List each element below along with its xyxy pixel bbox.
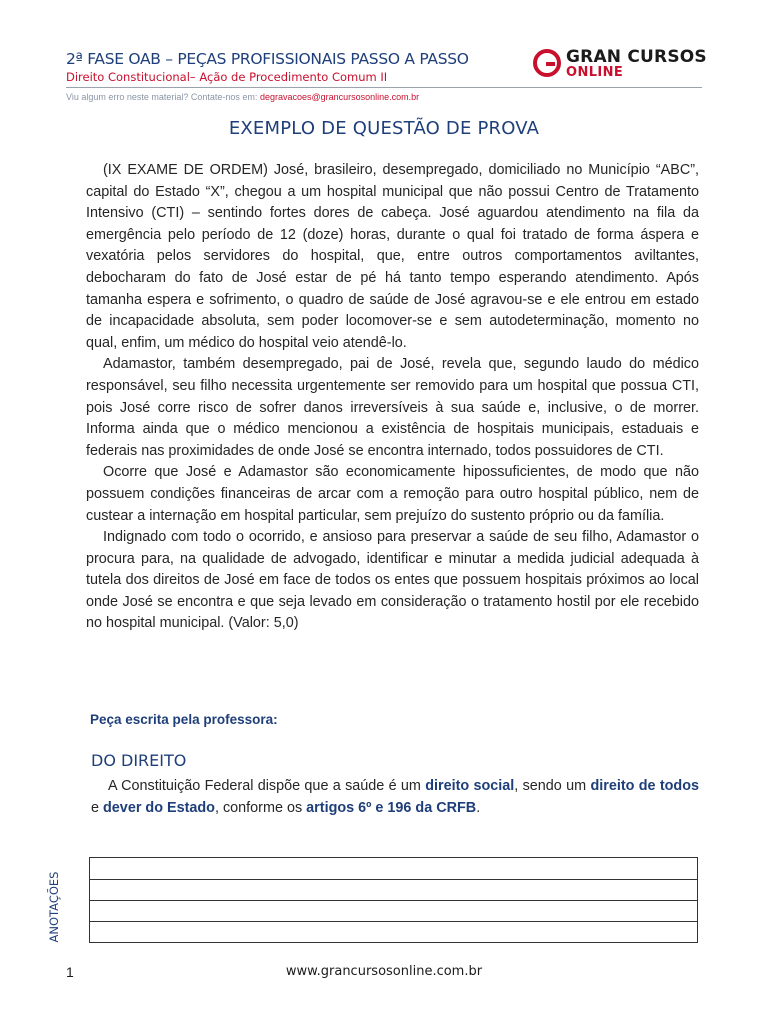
page-title: EXEMPLO DE QUESTÃO DE PROVA [228,118,540,139]
gran-cursos-logo [533,47,707,85]
question-text [86,160,699,635]
page-number: 1 [66,964,74,980]
question-paragraph: Ocorre que José e Adamastor são economicamente hipossuficientes, de modo que não possuem condições financeiras de arcar com a remoção para outro hospital público, nem de custear a internação em hospital particular, sem prejuízo do sustento próprio ou da família. [86,464,699,524]
contact-line [66,92,419,102]
header-title: 2ª FASE OAB – PEÇAS PROFISSIONAIS PASSO A PASSO [66,50,469,68]
direito-highlight: dever do Estado [103,799,215,816]
notes-box [89,857,698,943]
direito-highlight: direito de todos [590,778,699,794]
question-paragraph: Indignado com todo o ocorrido, e ansioso para preservar a saúde de seu filho, Adamastor o procura para, na qualidade de advogado, identificar e minutar a medida judicial adequada à tutela dos direitos de José em face de todos os entes que possuem hospitais próximos ao local onde José se encontra e que seja levado em consideração o tratamento hostil por ele recebido no hospital municipal. (Valor: 5,0) [86,529,699,632]
footer-url[interactable]: www.grancursosonline.com.br [285,964,483,979]
direito-text-run: A Constituição Federal dispõe que a saúde é um [108,778,426,794]
section-heading: DO DIREITO [91,751,187,770]
direito-text-run: . [476,799,481,816]
direito-highlight: artigos 6º e 196 da CRFB [306,799,477,816]
contact-prefix: Viu algum erro neste material? Contate-nos em: [66,92,260,102]
notes-line [90,879,697,880]
logo-text-line1: GRAN CURSOS [566,47,707,67]
direito-highlight: direito social [425,778,515,794]
peca-label: Peça escrita pela professora: [90,712,278,727]
question-paragraph: Adamastor, também desempregado, pai de José, revela que, segundo laudo do médico responsável, seu filho necessita urgentemente ser removido para um hospital que possua CTI, pois José corre risco de sofrer danos irreversíveis à sua saúde e, inclusive, o de morrer. Informa ainda que o médico mencionou a existência de hospitais municipais, estaduais e federais nas proximidades de onde José se encontra internado, todos possuidores de CTI. [86,356,699,459]
contact-email-link[interactable]: degravacoes@grancursosonline.com.br [259,92,420,102]
direito-text-run: e [91,799,104,816]
question-paragraph: (IX EXAME DE ORDEM) José, brasileiro, desempregado, domiciliado no Município “ABC”, capital do Estado “X”, chegou a um hospital municipal que não possui Centro de Tratamento Intensivo (CTI) – sentindo fortes dores de cabeça. José aguardou atendimento na fila da emergência pelo período de 12 (doze) horas, durante o qual foi tratado de forma áspera e vexatória pelos servidores do hospital, que, entre outros comportamentos aviltantes, debocharam do fato de José estar de pé há tanto tempo esperando atendimento. Após tamanha espera e sofrimento, o quadro de saúde de José agravou-se e ele entrou em estado de incapacidade absoluta, sem poder locomover-se e sem autodeterminação, momento no qual, enfim, um médico do hospital veio atendê-lo. [86,162,699,351]
direito-paragraph [91,776,699,819]
logo-text-line2: ONLINE [566,65,624,80]
header-subtitle: Direito Constitucional– Ação de Procedimento Comum II [66,70,388,84]
notes-line [90,900,697,901]
direito-text-run: , sendo um [514,778,591,794]
header-divider [66,87,702,88]
direito-text [91,776,699,819]
notes-line [90,921,697,922]
direito-text-run: , conforme os [214,799,307,816]
gran-logo-icon [533,49,561,77]
notes-label: ANOTAÇÕES [47,871,61,943]
